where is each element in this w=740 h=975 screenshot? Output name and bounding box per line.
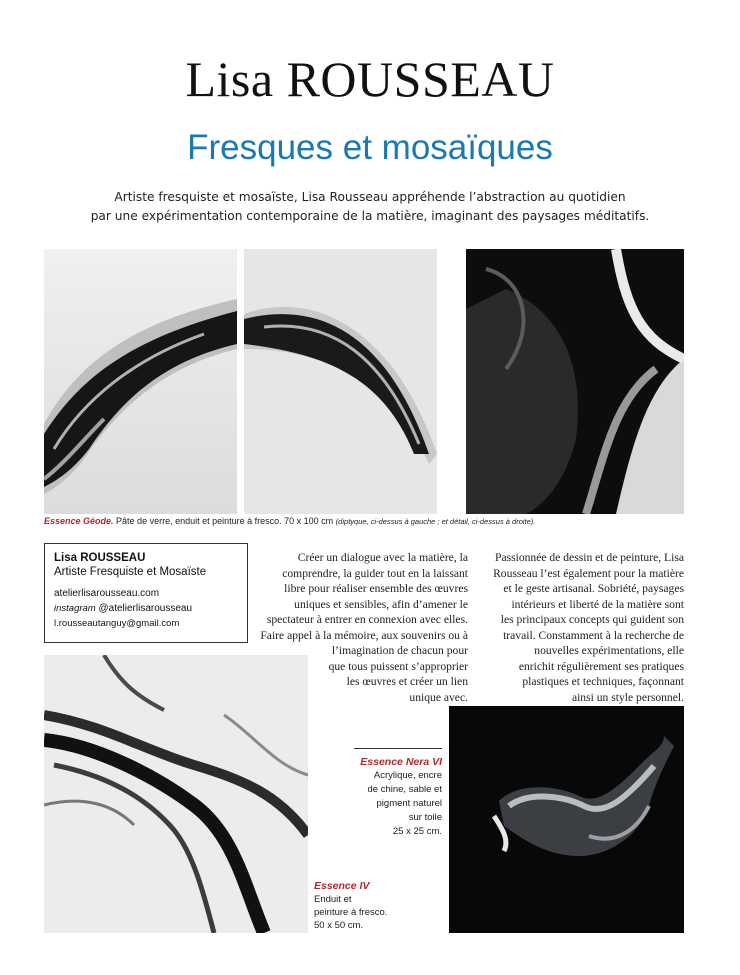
caption-essence-iv-line: Enduit et (314, 894, 352, 905)
caption-essence-iv-line: peinture à fresco. (314, 907, 388, 918)
intro-line: par une expérimentation contemporaine de la matière, imaginant des paysages méditatifs. (90, 209, 650, 223)
instagram-handle: @atelierlisarousseau (95, 603, 193, 614)
body-line: travail. Constamment à la recherche de (503, 628, 684, 642)
page-subtitle: Fresques et mosaïques (187, 128, 553, 167)
body-line: ainsi un style personnel. (571, 690, 684, 704)
caption-nera-line: de chine, sable et (367, 784, 442, 795)
artwork-geode-diptych-left (44, 249, 237, 514)
artwork-geode-diptych-right (244, 249, 437, 514)
caption-divider (354, 748, 442, 749)
contact-instagram[interactable] (54, 601, 238, 616)
caption-essence-iv-title: Essence IV (314, 880, 370, 892)
caption-nera-title: Essence Nera VI (360, 756, 442, 768)
body-line: uniques et sensibles, afin d’amener le (294, 597, 468, 611)
body-line: intérieurs et liberté de la matière sont (511, 597, 684, 611)
artwork-essence-nera-vi (449, 706, 684, 933)
body-line: que tous puissent s’approprier (328, 659, 468, 673)
body-line: spectateur à entrer en connexion avec elles. (266, 613, 468, 626)
body-line: Passionnée de dessin et de peinture, Lisa (495, 551, 684, 564)
artwork-geode-detail (466, 249, 684, 514)
body-line: nouvelles expérimentations, elle (534, 644, 684, 657)
caption-nera (300, 748, 442, 839)
page-title: Lisa ROUSSEAU (185, 51, 555, 107)
caption-nera-line: 25 x 25 cm. (392, 826, 442, 837)
caption-nera-line: Acrylique, encre (373, 770, 442, 781)
body-column-2 (478, 550, 684, 705)
caption-geode-title: Essence Géode. (44, 516, 114, 526)
body-line: plastiques et techniques, façonnant (522, 675, 684, 688)
contact-card (44, 543, 248, 643)
intro-line: Artiste fresquiste et mosaïste, Lisa Rousseau appréhende l’abstraction au quotidien (114, 190, 626, 204)
body-line: Faire appel à la mémoire, aux souvenirs ou à (260, 628, 468, 642)
contact-website-link[interactable]: atelierlisarousseau.com (54, 588, 160, 599)
caption-geode-text: Pâte de verre, enduit et peinture à fresco. 70 x 100 cm (113, 516, 336, 526)
body-line: enrichit régulièrement ses pratiques (518, 659, 684, 673)
contact-email-link[interactable]: l.rousseautanguy@gmail.com (54, 618, 180, 629)
body-line: Créer un dialogue avec la matière, la (297, 551, 468, 564)
caption-nera-line: pigment naturel (376, 798, 442, 809)
caption-geode-note: (diptyque, ci-dessus à gauche ; et détail, ci-dessus à droite). (335, 517, 536, 526)
caption-nera-line: sur toile (408, 812, 442, 823)
body-line: et le geste artisanal. Sobriété, paysages (503, 582, 684, 595)
body-line: unique avec. (409, 690, 468, 704)
caption-geode (44, 516, 704, 526)
contact-name: Lisa ROUSSEAU (54, 552, 146, 564)
caption-essence-iv (314, 880, 434, 932)
body-line: les œuvres et créer un lien (346, 675, 468, 688)
body-line: Rousseau l’est également pour la matière (493, 566, 684, 580)
body-line: comprendre, la guider tout en la laissant (282, 566, 468, 580)
contact-role: Artiste Fresquiste et Mosaïste (54, 566, 207, 578)
body-line: les principaux concepts qui guident son (500, 613, 684, 626)
caption-essence-iv-line: 50 x 50 cm. (314, 920, 364, 931)
instagram-label: instagram (54, 603, 96, 614)
body-line: libre pour réaliser ensemble des œuvres (284, 582, 468, 595)
artwork-essence-iv (44, 655, 308, 933)
intro-paragraph (60, 188, 680, 226)
body-line: l’imagination de chacun pour (331, 644, 468, 657)
